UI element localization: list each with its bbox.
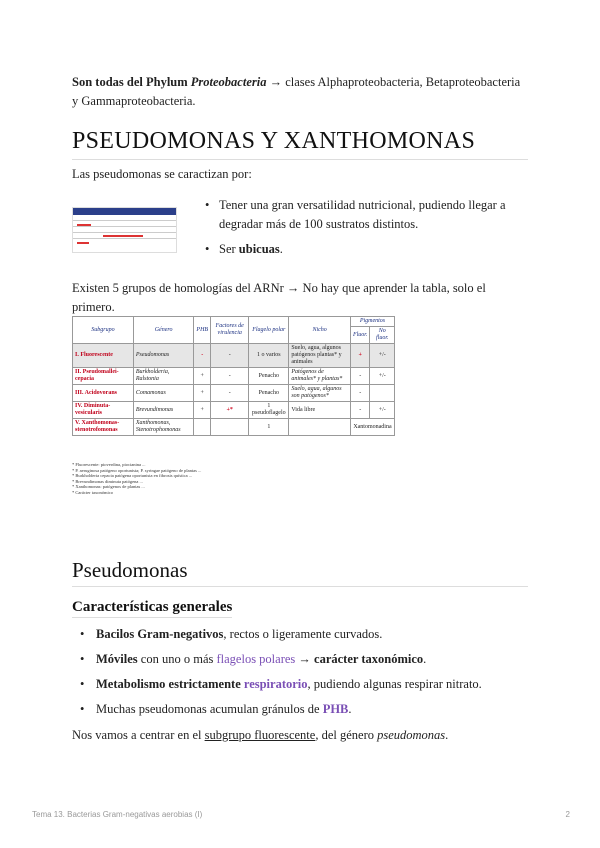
table-row: III. Acidovorans Comamonas + - Penacho Suelo, agua, algunos son patógenos* - — [73, 385, 395, 402]
table-header: PHB — [194, 317, 211, 344]
list-item: • Ser ubicuas. — [205, 240, 528, 259]
heading-general-features: Características generales — [72, 599, 232, 618]
arrow: → — [269, 75, 283, 89]
table-header: Género — [133, 317, 194, 344]
characteristics-list — [205, 196, 528, 265]
intro-rest: clases Alphaproteobacteria, Betaproteobacteria y Gammaproteobacteria. — [72, 75, 521, 108]
closing-paragraph: Nos vamos a centrar en el subgrupo fluorescente, del género pseudomonas. — [72, 728, 449, 742]
intro-paragraph — [72, 73, 528, 111]
list-item: • Móviles con uno o más flagelos polares → carácter taxonómico. — [80, 650, 528, 669]
heading-pseudomonas-xanthomonas: PSEUDOMONAS Y XANTHOMONAS — [72, 128, 528, 160]
table-header: Nicho — [289, 317, 351, 344]
table-header: Subgrupo — [73, 317, 134, 344]
footer-title: Tema 13. Bacterias Gram-negativas aerobias (I) — [32, 810, 203, 819]
intro-bold: Son todas del Phylum — [72, 75, 188, 89]
groups-line: Existen 5 grupos de homologías del ARNr → No hay que aprender la tabla, solo el primero. — [72, 281, 486, 314]
table-footnotes: * Fluorescente: pioverdina, piocianina ... * P. aeruginosa patógeno oportunista; P. syringae patógeno de plantas ... * Burkholderia cepacia patógena oportunista en fibrosis quística ... * Brevundimonas diminuta patógena ... * Xanthomonas: patógenos de plantas ... * Carácter taxonómico — [72, 462, 202, 495]
list-item: • Tener una gran versatilidad nutricional, pudiendo llegar a degradar más de 100 sustratos distintos. — [205, 196, 528, 234]
table-header: Pigmentos — [350, 317, 394, 327]
list-item: • Metabolismo estrictamente respiratorio, pudiendo algunas respirar nitrato. — [80, 675, 528, 694]
table-row: I. Fluorescente Pseudomonas - - 1 o varios Suelo, agua, algunos patógenos plantas* y animales + +/- — [73, 344, 395, 368]
list-item: • Bacilos Gram-negativos, rectos o ligeramente curvados. — [80, 625, 528, 644]
table-thumbnail — [72, 207, 177, 253]
list-item: • Muchas pseudomonas acumulan gránulos de PHB. — [80, 700, 528, 719]
table-row: II. Pseudomallei-cepacia Burkholderia, Ralstonia + - Penacho Patógenos de animales* y plantas* - +/- — [73, 368, 395, 385]
table-header: Fluor. — [350, 327, 370, 344]
heading-pseudomonas: Pseudomonas — [72, 558, 528, 587]
page-number: 2 — [565, 810, 570, 819]
table-header: Factores de virulencia — [211, 317, 249, 344]
homology-groups-table — [72, 316, 395, 436]
table-header: Flagelo polar — [249, 317, 289, 344]
table-row: V. Xanthomonas-stenotrofomonas Xanthomonas, Stenotrophomonas 1 Xantomonadina — [73, 419, 395, 436]
intro-phylum: Proteobacteria — [190, 75, 267, 89]
features-list — [80, 625, 528, 725]
characteristics-intro: Las pseudomonas se caractizan por: — [72, 167, 252, 181]
table-row: IV. Diminuta-vesicularis Brevundimonas + +* 1 pseudoflagelo Vida libre - +/- — [73, 402, 395, 419]
page-footer — [32, 810, 570, 819]
table-header: No fluor. — [370, 327, 395, 344]
